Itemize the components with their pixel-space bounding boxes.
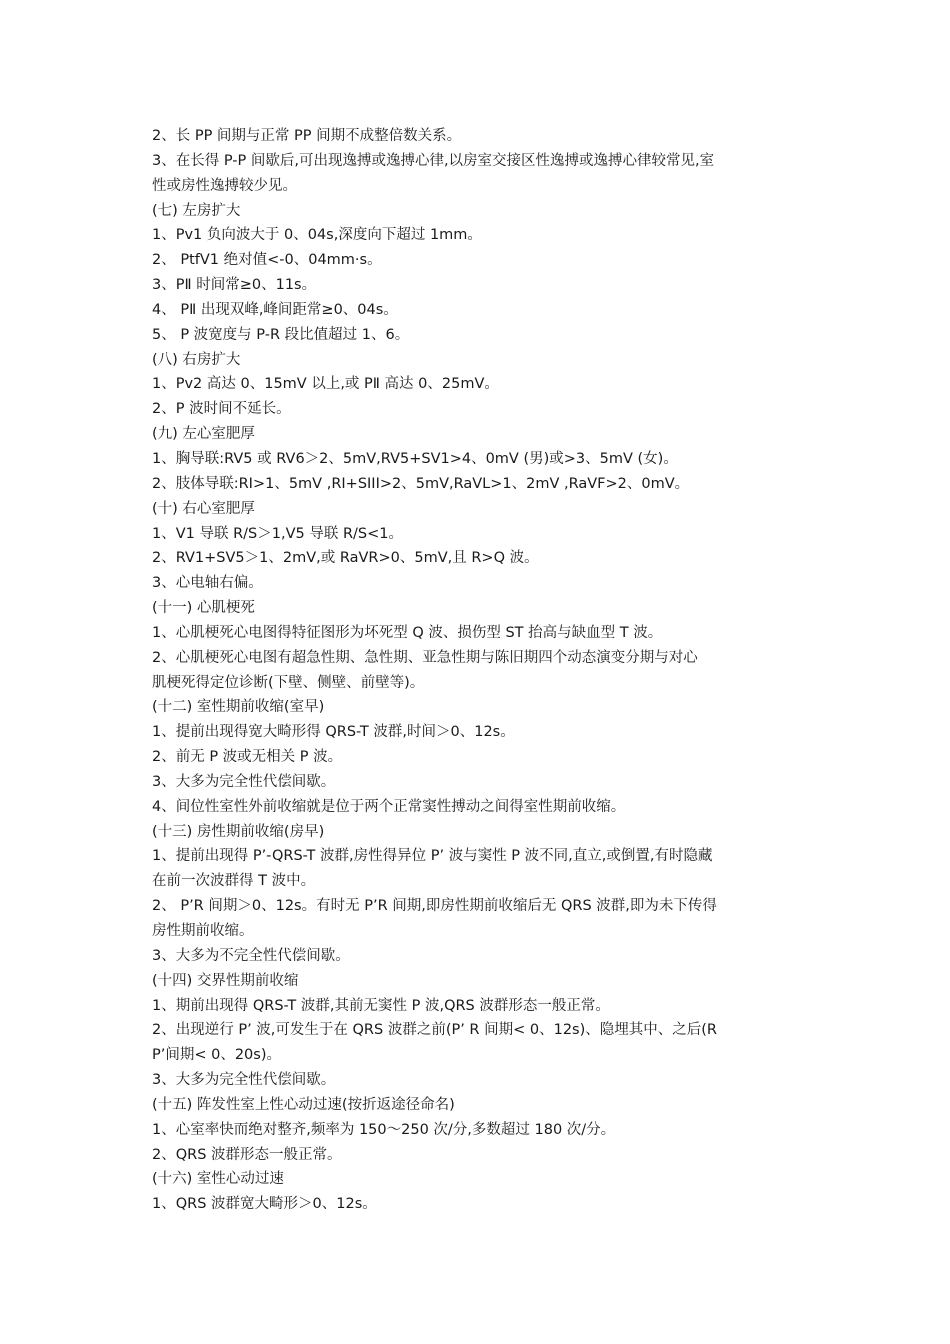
text-line: 1、Pv2 高达 0、15mV 以上,或 PⅡ 高达 0、25mV。	[152, 376, 499, 393]
text-line: 性或房性逸搏较少见。	[152, 177, 297, 194]
text-line: 1、QRS 波群宽大畸形＞0、12s。	[152, 1196, 377, 1213]
text-line: 3、在长得 P-P 间歇后,可出现逸搏或逸搏心律,以房室交接区性逸搏或逸搏心律较常见,室	[152, 152, 715, 169]
text-line: 1、期前出现得 QRS-T 波群,其前无窦性 P 波,QRS 波群形态一般正常。	[152, 997, 610, 1014]
text-line: 2、肢体导联:RI>1、5mV ,RI+SIII>2、5mV,RaVL>1、2mV ,RaVF>2、0mV。	[152, 475, 690, 492]
text-line: 1、提前出现得 P’-QRS-T 波群,房性得异位 P’ 波与窦性 P 波不同,直立,或倒置,有时隐藏	[152, 848, 713, 865]
text-line: 1、心室率快而绝对整齐,频率为 150～250 次/分,多数超过 180 次/分。	[152, 1121, 616, 1138]
text-line: 2、P 波时间不延长。	[152, 401, 291, 418]
text-line: 1、V1 导联 R/S＞1,V5 导联 R/S<1。	[152, 525, 403, 542]
text-line: 肌梗死得定位诊断(下壁、侧壁、前壁等)。	[152, 674, 425, 691]
text-line: 2、RV1+SV5＞1、2mV,或 RaVR>0、5mV,且 R>Q 波。	[152, 550, 539, 567]
section-heading: (十一) 心肌梗死	[152, 600, 255, 617]
text-line: 1、Pv1 负向波大于 0、04s,深度向下超过 1mm。	[152, 227, 482, 244]
text-line: 2、 PtfV1 绝对值<-0、04mm·s。	[152, 252, 382, 269]
text-line: 1、提前出现得宽大畸形得 QRS-T 波群,时间＞0、12s。	[152, 724, 515, 741]
text-line: 4、间位性室性外前收缩就是位于两个正常窦性搏动之间得室性期前收缩。	[152, 798, 626, 815]
text-line: 2、前无 P 波或无相关 P 波。	[152, 749, 343, 766]
section-heading: (十二) 室性期前收缩(室早)	[152, 699, 325, 716]
text-line: 1、心肌梗死心电图得特征图形为坏死型 Q 波、损伤型 ST 抬高与缺血型 T 波。	[152, 624, 663, 641]
text-line: 3、PⅡ 时间常≥0、11s。	[152, 277, 317, 294]
text-line: 在前一次波群得 T 波中。	[152, 873, 316, 890]
text-line: P’间期< 0、20s)。	[152, 1047, 281, 1064]
text-line: 2、 P’R 间期＞0、12s。有时无 P’R 间期,即房性期前收缩后无 QRS 波群,即为未下传得	[152, 898, 717, 915]
section-heading: (十五) 阵发性室上性心动过速(按折返途径命名)	[152, 1096, 455, 1113]
text-line: 2、出现逆行 P’ 波,可发生于在 QRS 波群之前(P’ R 间期< 0、12s)、隐埋其中、之后(R	[152, 1022, 717, 1039]
section-heading: (十六) 室性心动过速	[152, 1171, 284, 1188]
section-heading: (十) 右心室肥厚	[152, 500, 255, 517]
section-heading: (十三) 房性期前收缩(房早)	[152, 823, 325, 840]
section-heading: (九) 左心室肥厚	[152, 426, 255, 443]
text-line: 2、QRS 波群形态一般正常。	[152, 1146, 342, 1163]
text-line: 房性期前收缩。	[152, 923, 254, 939]
section-heading: (八) 右房扩大	[152, 351, 241, 368]
text-line: 3、大多为完全性代偿间歇。	[152, 1072, 336, 1089]
text-line: 2、心肌梗死心电图有超急性期、急性期、亚急性期与陈旧期四个动态演变分期与对心	[152, 649, 698, 666]
text-line: 3、大多为完全性代偿间歇。	[152, 773, 336, 790]
text-line: 2、长 PP 间期与正常 PP 间期不成整倍数关系。	[152, 128, 462, 144]
section-heading: (七) 左房扩大	[152, 202, 241, 219]
text-line: 3、大多为不完全性代偿间歇。	[152, 947, 350, 964]
document-page	[152, 124, 802, 1217]
text-line: 1、胸导联:RV5 或 RV6＞2、5mV,RV5+SV1>4、0mV (男)或>3、5mV (女)。	[152, 450, 678, 467]
text-line: 4、 PⅡ 出现双峰,峰间距常≥0、04s。	[152, 301, 398, 318]
section-heading: (十四) 交界性期前收缩	[152, 972, 299, 989]
text-line: 3、心电轴右偏。	[152, 575, 263, 592]
text-line: 5、 P 波宽度与 P-R 段比值超过 1、6。	[152, 326, 410, 343]
